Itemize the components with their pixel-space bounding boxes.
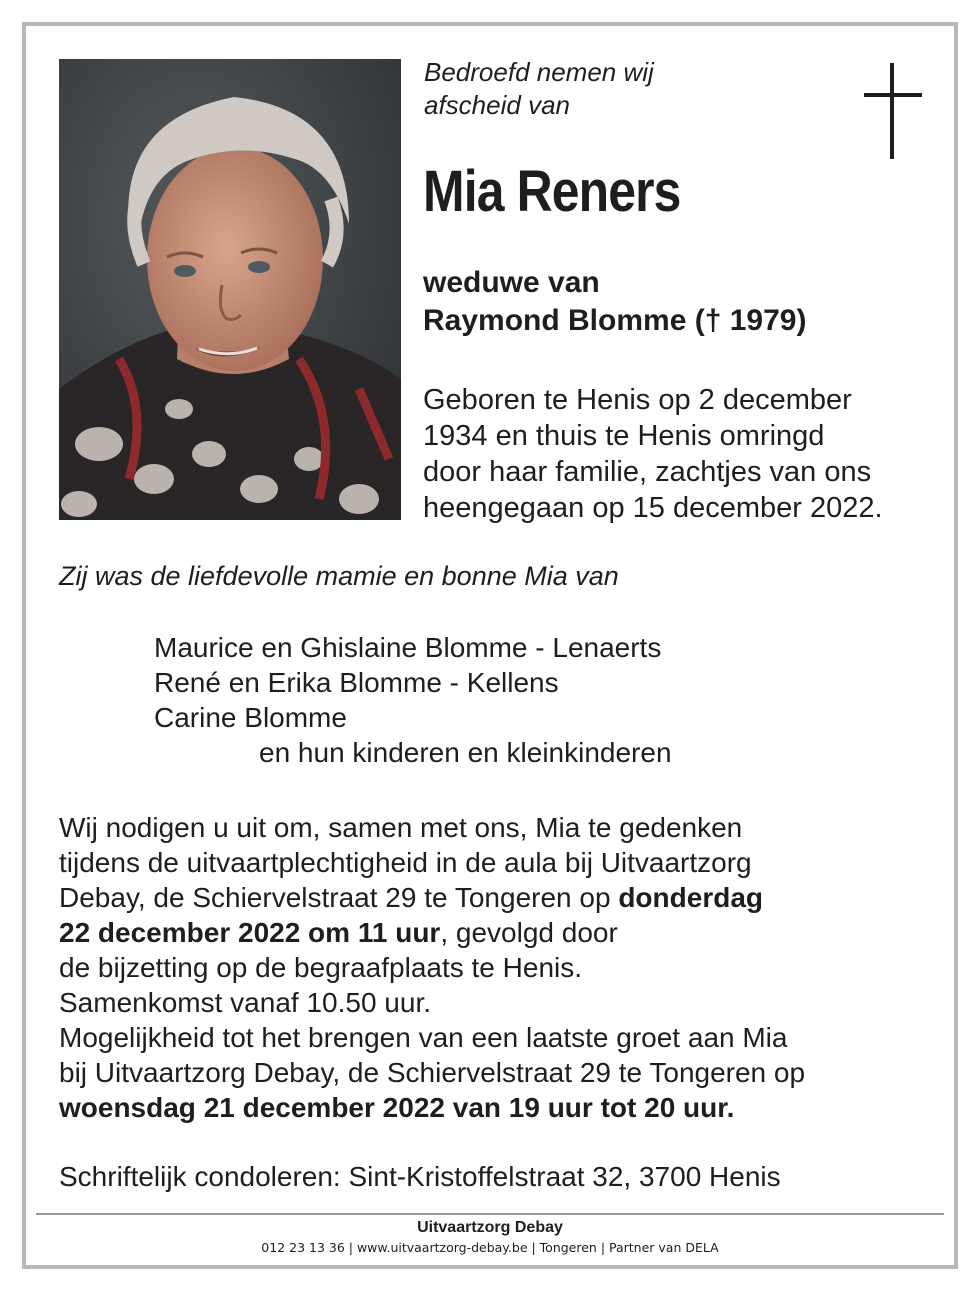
intro-line: Bedroefd nemen wij (424, 57, 654, 87)
ceremony-day: donderdag (618, 882, 763, 913)
funeral-home-contact: 012 23 13 36 | www.uitvaartzorg-debay.be | Tongeren | Partner van DELA (261, 1240, 719, 1255)
birth-line: Geboren te Henis op 2 december (423, 384, 852, 416)
birth-death-text (423, 382, 883, 526)
cross-icon (864, 63, 922, 159)
spouse-line: weduwe van (423, 266, 600, 299)
ceremony-line: Wij nodigen u uit om, samen met ons, Mia te gedenken (59, 812, 743, 843)
family-member: Maurice en Ghislaine Blomme - Lenaerts (154, 632, 662, 663)
ceremony-line: Mogelijkheid tot het brengen van een laatste groet aan Mia (59, 1022, 788, 1053)
ceremony-line (59, 1090, 805, 1125)
ceremony-line: de bijzetting op de begraafplaats te Henis. (59, 952, 583, 983)
spouse-info (423, 264, 806, 340)
family-member: Carine Blomme (154, 702, 347, 733)
portrait-photo (59, 59, 401, 520)
footer-divider (36, 1213, 944, 1215)
ceremony-text-span: Debay, de Schiervelstraat 29 te Tongeren op (59, 882, 619, 913)
ceremony-line (59, 880, 805, 915)
intro-line: afscheid van (424, 90, 570, 120)
ceremony-datetime: 22 december 2022 om 11 uur (59, 917, 441, 948)
visitation-datetime: woensdag 21 december 2022 van 19 uur tot 20 uur. (59, 1092, 735, 1123)
family-member: René en Erika Blomme - Kellens (154, 667, 559, 698)
funeral-home-name: Uitvaartzorg Debay (417, 1219, 563, 1236)
family-descendants: en hun kinderen en kleinkinderen (259, 737, 672, 768)
family-intro: Zij was de liefdevolle mamie en bonne Mia van (59, 561, 619, 591)
birth-line: 1934 en thuis te Henis omringd (423, 420, 825, 452)
ceremony-line: bij Uitvaartzorg Debay, de Schiervelstraat 29 te Tongeren op (59, 1057, 806, 1088)
ceremony-line (59, 915, 805, 950)
condolence-address: Schriftelijk condoleren: Sint-Kristoffelstraat 32, 3700 Henis (59, 1161, 781, 1192)
spouse-line: Raymond Blomme († 1979) (423, 304, 807, 337)
intro-text (424, 56, 654, 122)
birth-line: door haar familie, zachtjes van ons (423, 456, 872, 488)
ceremony-line: Samenkomst vanaf 10.50 uur. (59, 987, 431, 1018)
family-list (154, 630, 672, 770)
ceremony-text (59, 810, 805, 1125)
deceased-name: Mia Reners (423, 159, 681, 224)
ceremony-line: tijdens de uitvaartplechtigheid in de aula bij Uitvaartzorg (59, 847, 752, 878)
ceremony-text-span: , gevolgd door (440, 917, 618, 948)
birth-line: heengegaan op 15 december 2022. (423, 492, 883, 524)
